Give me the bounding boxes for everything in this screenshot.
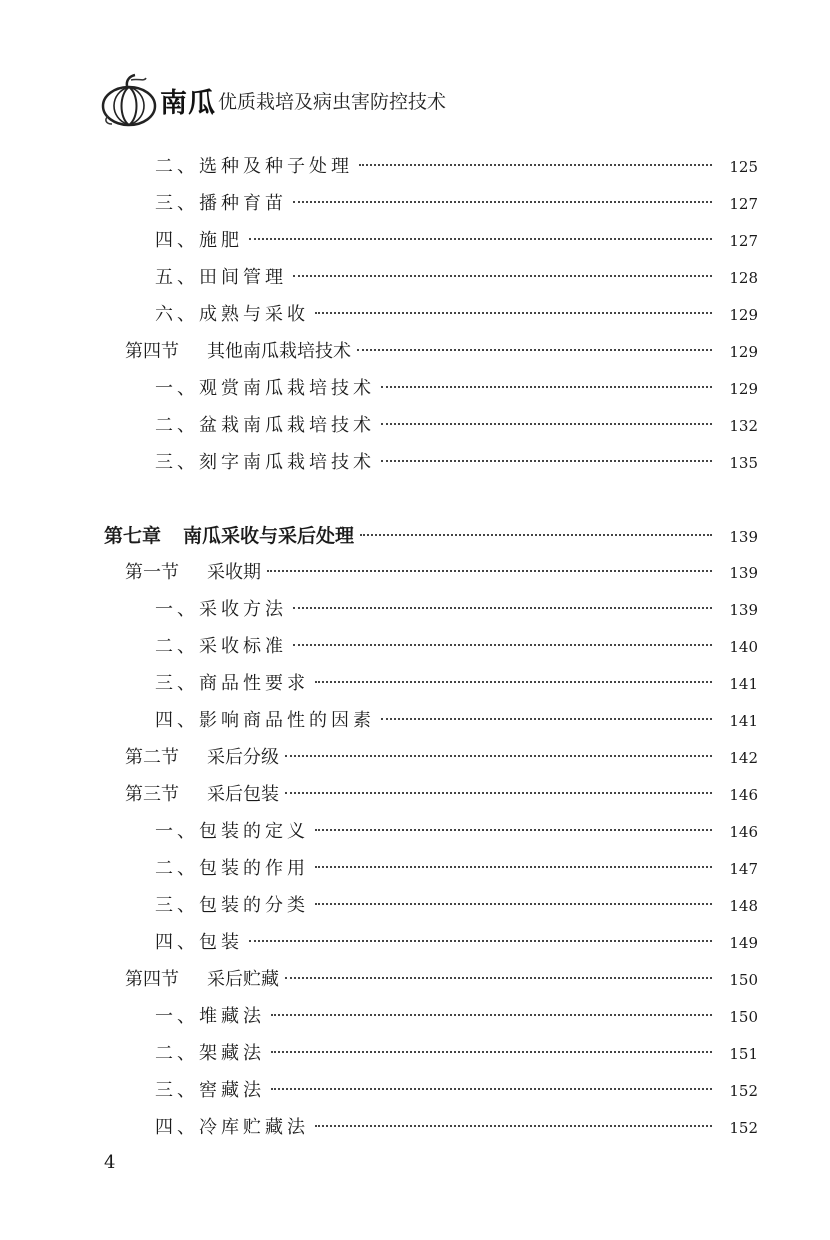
toc-entry-page: 152 <box>729 1119 758 1137</box>
toc-entry-page: 132 <box>729 417 758 435</box>
toc-entry[interactable] <box>155 374 758 404</box>
toc-entry-title: 四、包装 <box>155 932 243 953</box>
toc-entry-label <box>155 152 353 178</box>
toc-entry-page: 139 <box>729 601 758 619</box>
toc-entry-label <box>155 706 375 732</box>
toc-entry[interactable] <box>155 1039 758 1069</box>
dot-leader <box>360 534 712 536</box>
toc-entry-title: 二、采收标准 <box>155 636 287 657</box>
toc-entry-page: 129 <box>729 343 758 361</box>
toc-entry-label <box>155 891 309 917</box>
header-title-bold: 南瓜 <box>160 87 216 119</box>
dot-leader <box>293 201 712 203</box>
header-title-rest: 优质栽培及病虫害防控技术 <box>218 90 447 113</box>
dot-leader <box>315 1125 712 1127</box>
dot-leader <box>315 903 712 905</box>
dot-leader <box>249 940 712 942</box>
toc-entry-label <box>155 817 309 843</box>
dot-leader <box>381 386 712 388</box>
toc-entry[interactable] <box>155 226 758 256</box>
toc-entry-prefix: 第二节 <box>125 747 179 768</box>
toc-entry[interactable] <box>155 263 758 293</box>
toc-entry-page: 128 <box>729 269 758 287</box>
toc-entry-page: 127 <box>729 232 758 250</box>
toc-entry-label <box>155 448 375 474</box>
toc-entry[interactable] <box>155 706 758 736</box>
toc-entry-title: 采后包装 <box>207 784 279 805</box>
dot-leader <box>293 607 712 609</box>
toc-entry[interactable] <box>155 817 758 847</box>
toc-entry-title: 二、盆栽南瓜栽培技术 <box>155 415 375 436</box>
dot-leader <box>381 423 712 425</box>
dot-leader <box>359 164 712 166</box>
toc-entry-label <box>155 226 243 252</box>
dot-leader <box>271 1014 712 1016</box>
toc-entry-label <box>155 669 309 695</box>
toc-entry-page: 141 <box>729 712 758 730</box>
toc-entry-page: 139 <box>729 564 758 582</box>
toc-entry-label <box>155 595 287 621</box>
toc-entry[interactable] <box>155 1076 758 1106</box>
toc-entry-label <box>125 337 351 363</box>
dot-leader <box>315 866 712 868</box>
toc-entry[interactable] <box>155 1113 758 1143</box>
toc-entry[interactable] <box>155 891 758 921</box>
dot-leader <box>271 1088 712 1090</box>
toc-entry-title: 四、影响商品性的因素 <box>155 710 375 731</box>
toc-entry-label <box>155 1076 265 1102</box>
toc-entry[interactable] <box>155 595 758 625</box>
toc-entry-title: 二、选种及种子处理 <box>155 156 353 177</box>
toc-entry-label <box>155 854 309 880</box>
toc-entry-page: 140 <box>729 638 758 656</box>
toc-entry-label <box>155 1039 265 1065</box>
toc-entry-page: 146 <box>729 786 758 804</box>
toc-entry-page: 150 <box>729 1008 758 1026</box>
toc-entry-title: 四、施肥 <box>155 230 243 251</box>
dot-leader <box>315 681 712 683</box>
toc-entry-label <box>155 300 309 326</box>
dot-leader <box>357 349 712 351</box>
toc-entry-page: 141 <box>729 675 758 693</box>
toc-entry[interactable] <box>155 448 758 478</box>
toc-entry[interactable] <box>155 632 758 662</box>
toc-entry[interactable] <box>125 558 758 588</box>
toc-entry-page: 147 <box>729 860 758 878</box>
toc-entry-title: 一、观赏南瓜栽培技术 <box>155 378 375 399</box>
dot-leader <box>285 755 712 757</box>
toc-entry-title: 六、成熟与采收 <box>155 304 309 325</box>
toc-entry-page: 129 <box>729 306 758 324</box>
toc-entry[interactable] <box>155 854 758 884</box>
toc-entry-title: 南瓜采收与采后处理 <box>183 525 355 547</box>
toc-entry-label <box>155 374 375 400</box>
toc-entry-title: 三、刻字南瓜栽培技术 <box>155 452 375 473</box>
toc-entry-label <box>104 521 354 548</box>
toc-entry-prefix: 第四节 <box>125 969 179 990</box>
toc-entry-title: 采后贮藏 <box>207 969 279 990</box>
toc-entry-title: 五、田间管理 <box>155 267 287 288</box>
toc-entry-title: 采后分级 <box>207 747 279 768</box>
toc-entry-title: 四、冷库贮藏法 <box>155 1117 309 1138</box>
toc-entry-label <box>125 558 261 584</box>
toc-entry-title: 一、采收方法 <box>155 599 287 620</box>
toc-entry-title: 三、商品性要求 <box>155 673 309 694</box>
toc-entry-title: 二、包装的作用 <box>155 858 309 879</box>
toc-entry-page: 152 <box>729 1082 758 1100</box>
toc-entry-label <box>155 411 375 437</box>
toc-entry-page: 127 <box>729 195 758 213</box>
toc-entry-page: 148 <box>729 897 758 915</box>
toc-entry-label <box>155 1113 309 1139</box>
dot-leader <box>315 829 712 831</box>
running-header <box>100 70 446 130</box>
toc-entry-label <box>155 1002 265 1028</box>
toc-entry[interactable] <box>155 152 758 182</box>
toc-entry-prefix: 第七章 <box>104 525 162 547</box>
toc-entry-title: 三、播种育苗 <box>155 193 287 214</box>
toc-entry[interactable] <box>155 928 758 958</box>
toc-entry[interactable] <box>155 669 758 699</box>
toc-entry-title: 三、包装的分类 <box>155 895 309 916</box>
dot-leader <box>249 238 712 240</box>
toc-entry-page: 125 <box>729 158 758 176</box>
toc-entry[interactable] <box>155 411 758 441</box>
toc-entry-title: 采收期 <box>207 562 261 583</box>
toc-entry-page: 142 <box>729 749 758 767</box>
toc-entry-page: 139 <box>729 528 758 546</box>
pumpkin-icon <box>100 72 158 128</box>
page-number: 4 <box>104 1152 116 1173</box>
dot-leader <box>381 460 712 462</box>
toc-entry-title: 一、堆藏法 <box>155 1006 265 1027</box>
dot-leader <box>271 1051 712 1053</box>
toc-entry-page: 135 <box>729 454 758 472</box>
toc-entry-label <box>125 743 279 769</box>
toc-entry-title: 三、窖藏法 <box>155 1080 265 1101</box>
toc-entry-label <box>155 189 287 215</box>
dot-leader <box>381 718 712 720</box>
toc-entry-label <box>155 928 243 954</box>
toc-entry[interactable] <box>125 780 758 810</box>
toc-entry-title: 其他南瓜栽培技术 <box>207 341 351 362</box>
toc-entry[interactable] <box>125 337 758 367</box>
toc-entry-page: 146 <box>729 823 758 841</box>
toc-entry-prefix: 第一节 <box>125 562 179 583</box>
toc-entry-page: 129 <box>729 380 758 398</box>
toc-entry[interactable] <box>104 521 758 551</box>
toc-entry-title: 一、包装的定义 <box>155 821 309 842</box>
toc-entry-page: 149 <box>729 934 758 952</box>
toc-entry[interactable] <box>155 189 758 219</box>
dot-leader <box>315 312 712 314</box>
dot-leader <box>285 792 712 794</box>
toc-entry[interactable] <box>125 743 758 773</box>
toc-entry-label <box>155 263 287 289</box>
toc-entry[interactable] <box>125 965 758 995</box>
dot-leader <box>285 977 712 979</box>
toc-entry-label <box>155 632 287 658</box>
toc-entry-prefix: 第四节 <box>125 341 179 362</box>
toc-entry-page: 150 <box>729 971 758 989</box>
toc-entry-page: 151 <box>729 1045 758 1063</box>
dot-leader <box>293 275 712 277</box>
dot-leader <box>293 644 712 646</box>
toc-entry[interactable] <box>155 300 758 330</box>
toc-entry[interactable] <box>155 1002 758 1032</box>
toc-entry-label <box>125 965 279 991</box>
toc-entry-title: 二、架藏法 <box>155 1043 265 1064</box>
toc-entry-label <box>125 780 279 806</box>
dot-leader <box>267 570 712 572</box>
toc-entry-prefix: 第三节 <box>125 784 179 805</box>
